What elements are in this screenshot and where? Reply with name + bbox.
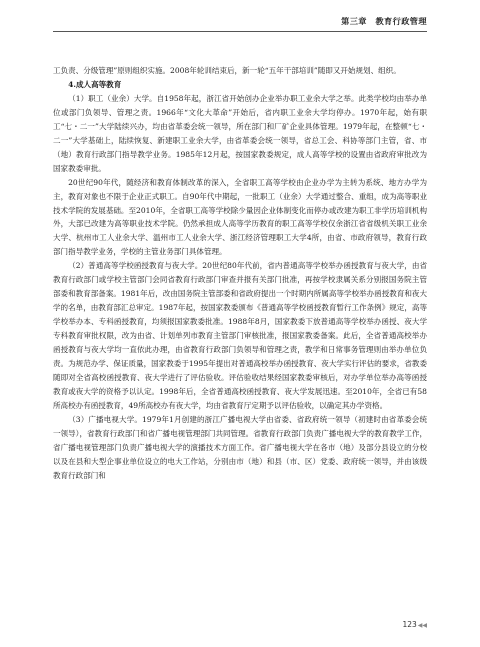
page-number-value: 123 — [402, 620, 417, 629]
paragraph-tv-university: （3）广播电视大学。1979年1月创建的浙江广播电视大学由省委、省政府统一领导（初建时由省革委会统一领导），省教育行政部门和省广播电视管理部门共同管理。省教育行政部门负责广播电视大学的教育教学工作，省广播电视管理部门负责广播电视大学的演播技术方面工作。省广播电视大学在各市（地）及部分县设立的分校以及在县和大型企事业单位设立的电大工作站，分别由市（地）和县（市、区）党委、政府统一领导，并由该级教育行政部门和 — [53, 414, 427, 480]
paragraph-1990s-reform: 20世纪90年代，随经济和教育体制改革的深入，全省职工高等学校由企业办学为主转为系统、地方办学为主，教育对象也不限于企业正式职工。自90年代中期起，一批职工（业余）大学通过整合、重组，成为高等职业技术学院的发展基础。至2010年，全省职工高等学校除少量因企业体制变化而停办或改建为职工非学历培训机构外，大部已改建为高等职业技术学院。仍然承担成人高等学历教育的职工高等学校仅余浙江省省级机关职工业余大学、杭州市工人业余大学、温州市工人业余大学、浙江经济管理职工大学4所，由省、市政府领导，教育行政部门指导教学业务，学校的主管业务部门具体管理。 — [53, 177, 427, 257]
body-text — [53, 64, 427, 483]
page-marker-icon: ◀◀ — [417, 622, 427, 629]
paragraph-continued: 工负责、分级管理”原则组织实施。2008年轮训结束后，新一轮“五年干部培训”随即又开始规划、组织。 — [53, 66, 401, 75]
header-rule — [53, 31, 427, 32]
section-heading: 4.成人高等教育 — [68, 79, 122, 89]
running-header: 第三章 教育行政管理 — [341, 16, 427, 26]
paragraph-workers-university: （1）职工（业余）大学。自1958年起，浙江省开始创办企业举办职工业余大学之举。此类学校均由举办单位或部门负领导、管理之责。1966年“文化大革命”开始后，省内职工业余大学均停办。1970年起，始有职工“七・二一”大学陆续兴办，均由省革委会统一领导，所在部门和厂矿企业具体管理。1979年起，在整顿“七・二一”大学基础上，陆续恢复、新建职工业余大学，由省革委会统一领导，省总工会、科协等部门主管，省、市（地）教育行政部门指导教学业务。1985年12月起，按国家教委规定，成人高等学校的设置由省政府审批改为国家教委审批。 — [53, 93, 427, 173]
page-number — [402, 620, 427, 629]
paragraph-correspondence-education: （2）普通高等学校函授教育与夜大学。20世纪80年代前，省内普通高等学校举办函授教育与夜大学，由省教育行政部门或学校主管部门会同省教育行政部门审查并报有关部门批准，再按学校隶属关系分别报国务院主管部委和教育部备案。1981年后，改由国务院主管部委和省政府提出一个时期内所属高等学校举办函授教育和夜大学的名单，由教育部汇总审定。1987年起，按国家教委颁布《普通高等学校函授教育暂行工作条例》规定，高等学校举办本、专科函授教育，均须报国家教委批准。1988年8月，国家教委下放普通高等学校举办函授、夜大学专科教育审批权限，改为由省、计划单列市教育主管部门审核批准，报国家教委备案。此后，全省普通高校举办函授教育与夜大学均一直依此办理，由省教育行政部门负领导和管理之责，教学和日常事务管理则由举办单位负责。为规范办学、保证质量，国家教委于1995年提出对普通高校举办函授教育、夜大学实行评估的要求，省教委随即对全省高校函授教育、夜大学进行了评估验收。评估验收结果经国家教委审核后，对办学单位举办高等函授教育或夜大学的资格予以认定。1998年后，全省普通高校函授教育、夜大学发展迅速。至2010年，全省已有58所高校办有函授教育，49所高校办有夜大学，均由省教育厅定期予以评估验收，以确定其办学资格。 — [53, 261, 427, 410]
